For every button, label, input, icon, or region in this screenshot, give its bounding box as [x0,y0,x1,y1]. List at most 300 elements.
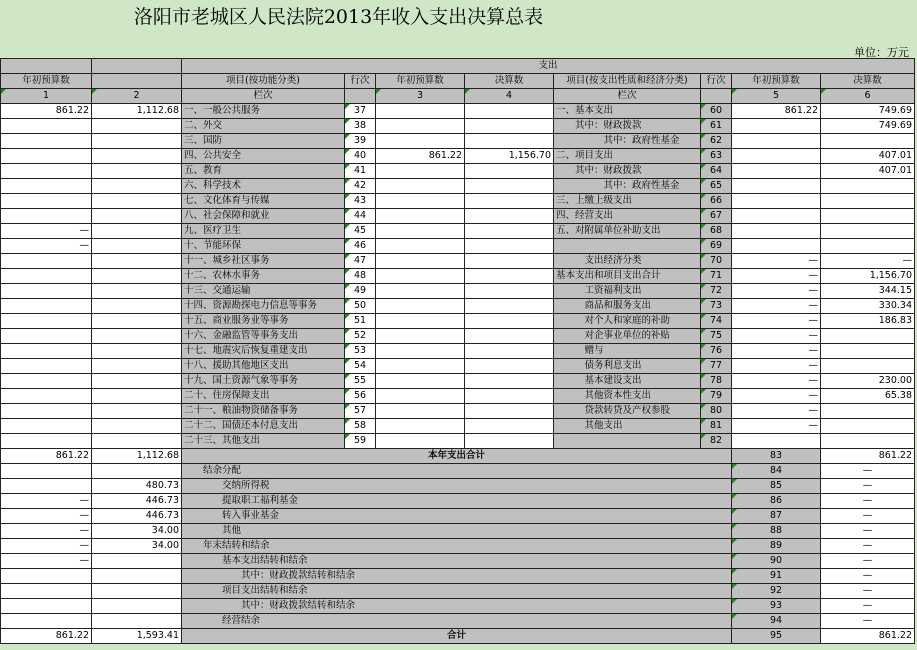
cell-budget-initial [1,314,92,329]
cell-function-item: 二十二、国债还本付息支出 [182,419,345,434]
cell-function-item: 十二、农林水事务 [182,269,345,284]
cell-economic-item: 对个人和家庭的补助 [554,314,701,329]
cell-expense-final [465,419,554,434]
cell-function-item: 十九、国土资源气象等事务 [182,374,345,389]
cell-econ-final: — [821,254,915,269]
cell-budget-final [92,404,182,419]
header-blank [1,59,92,74]
cell-row-number: 49 [345,284,376,299]
cell-econ-initial: — [732,284,821,299]
cell-function-item: 二十一、粮油物资储备事务 [182,404,345,419]
cell-expense-final [465,344,554,359]
cell-row-number2: 88 [732,524,821,539]
cell-budget-final [92,119,182,134]
cell-budget-initial [1,149,92,164]
cell-econ-initial: — [821,569,915,584]
cell-budget-initial: — [1,494,92,509]
cell-row-number: 57 [345,404,376,419]
table-row [1,569,915,584]
header-col-rowno2: 行次 [701,74,732,89]
header-col-a: 年初预算数 [1,74,92,89]
cell-budget-final [92,254,182,269]
table-row [1,554,915,569]
cell-econ-initial: — [821,464,915,479]
cell-economic-item: 五、对附属单位补助支出 [554,224,701,239]
cell-expense-final: 1,156.70 [465,149,554,164]
cell-budget-initial [1,584,92,599]
cell-row-number2: 87 [732,509,821,524]
cell-budget-initial [1,254,92,269]
cell-economic-item: 基本支出和项目支出合计 [554,269,701,284]
cell-econ-final [821,344,915,359]
cell-economic-item: 其中：财政拨款 [554,164,701,179]
cell-econ-initial: — [732,404,821,419]
cell-expense-final [465,299,554,314]
cell-econ-initial: — [821,509,915,524]
cell-row-number2: 62 [701,134,732,149]
cell-econ-initial [732,434,821,449]
table-row [1,284,915,299]
table-row [1,464,915,479]
cell-expense-initial [376,104,465,119]
cell-expense-initial [376,239,465,254]
table-row [1,209,915,224]
cell-econ-final: 749.69 [821,104,915,119]
grand-total-label: 合计 [182,629,732,644]
cell-function-item: 五、教育 [182,164,345,179]
unit-label: 单位：万元 [854,46,909,59]
cell-economic-item: 工资福利支出 [554,284,701,299]
cell-budget-initial [1,374,92,389]
cell-function-item: 一、一般公共服务 [182,104,345,119]
cell-budget-final [92,224,182,239]
total-expense-e: 861.22 [821,449,915,464]
cell-expense-initial [376,119,465,134]
cell-expense-initial [376,374,465,389]
table-row [1,404,915,419]
cell-econ-initial: — [821,539,915,554]
cell-econ-final [821,209,915,224]
cell-row-number2: 61 [701,119,732,134]
table-row [1,314,915,329]
index-c: 3 [376,89,465,104]
cell-settlement-item: 年末结转和结余 [182,539,732,554]
cell-settlement-item: 其他 [182,524,732,539]
cell-econ-final: 749.69 [821,119,915,134]
cell-budget-initial [1,209,92,224]
cell-expense-initial: 861.22 [376,149,465,164]
table-row [1,329,915,344]
cell-expense-initial [376,224,465,239]
cell-expense-final [465,119,554,134]
cell-function-item: 三、国防 [182,134,345,149]
table-row [1,269,915,284]
cell-expense-initial [376,209,465,224]
cell-budget-final: 34.00 [92,539,182,554]
cell-economic-item: 其他支出 [554,419,701,434]
cell-expense-initial [376,179,465,194]
cell-expense-final [465,194,554,209]
cell-economic-item [554,434,701,449]
cell-expense-initial [376,284,465,299]
cell-row-number: 48 [345,269,376,284]
cell-expense-final [465,284,554,299]
cell-economic-item: 支出经济分类 [554,254,701,269]
cell-settlement-item: 提取职工福利基金 [182,494,732,509]
cell-budget-initial [1,344,92,359]
cell-function-item: 七、文化体育与传媒 [182,194,345,209]
cell-expense-final [465,104,554,119]
cell-expense-initial [376,404,465,419]
header-col-item: 项目(按功能分类) [182,74,345,89]
cell-econ-initial: — [732,374,821,389]
cell-expense-final [465,134,554,149]
cell-econ-final: 65.38 [821,389,915,404]
cell-econ-final [821,194,915,209]
cell-econ-initial: — [732,344,821,359]
grand-total-e: 861.22 [821,629,915,644]
table-row [1,599,915,614]
table-row [1,539,915,554]
cell-budget-initial [1,419,92,434]
cell-budget-final: 1,112.68 [92,104,182,119]
cell-econ-final [821,224,915,239]
cell-econ-final [821,239,915,254]
cell-econ-initial [732,164,821,179]
cell-budget-initial [1,599,92,614]
cell-econ-initial: — [821,599,915,614]
cell-function-item: 十七、地震灾后恢复重建支出 [182,344,345,359]
cell-econ-initial: — [821,614,915,629]
cell-row-number2: 85 [732,479,821,494]
header-col-d: 决算数 [465,74,554,89]
cell-econ-initial [732,209,821,224]
cell-econ-final [821,404,915,419]
cell-budget-final [92,599,182,614]
table-row [1,479,915,494]
cell-economic-item: 基本建设支出 [554,374,701,389]
cell-row-number2: 68 [701,224,732,239]
cell-row-number: 47 [345,254,376,269]
cell-row-number2: 93 [732,599,821,614]
cell-budget-final [92,419,182,434]
cell-settlement-item: 其中：财政拨款结转和结余 [182,599,732,614]
cell-budget-final [92,464,182,479]
cell-row-number2: 82 [701,434,732,449]
cell-function-item: 二十、住房保障支出 [182,389,345,404]
cell-budget-final: 446.73 [92,494,182,509]
cell-economic-item: 债务利息支出 [554,359,701,374]
cell-budget-initial: 861.22 [1,104,92,119]
cell-econ-initial [732,179,821,194]
table-row [1,419,915,434]
cell-row-number2: 67 [701,209,732,224]
cell-expense-final [465,314,554,329]
cell-budget-final: 446.73 [92,509,182,524]
cell-function-item: 十八、援助其他地区支出 [182,359,345,374]
cell-budget-initial [1,464,92,479]
cell-budget-final [92,344,182,359]
cell-budget-initial [1,284,92,299]
cell-econ-final: 407.01 [821,164,915,179]
table-row [1,104,915,119]
cell-budget-final [92,314,182,329]
cell-economic-item: 其他资本性支出 [554,389,701,404]
cell-budget-final [92,194,182,209]
header-col-item2: 项目(按支出性质和经济分类) [554,74,701,89]
cell-row-number2: 86 [732,494,821,509]
cell-function-item: 十一、城乡社区事务 [182,254,345,269]
total-expense-label: 本年支出合计 [182,449,732,464]
cell-economic-item: 商品和服务支出 [554,299,701,314]
cell-budget-final [92,164,182,179]
index-a: 1 [1,89,92,104]
index-rowno [345,89,376,104]
cell-economic-item: 三、上缴上级支出 [554,194,701,209]
cell-row-number: 50 [345,299,376,314]
table-row [1,524,915,539]
cell-economic-item: 一、基本支出 [554,104,701,119]
cell-row-number: 52 [345,329,376,344]
cell-budget-initial [1,569,92,584]
cell-budget-initial [1,404,92,419]
cell-econ-initial: — [732,419,821,434]
cell-econ-initial [732,239,821,254]
cell-function-item: 二十三、其他支出 [182,434,345,449]
cell-row-number: 51 [345,314,376,329]
cell-row-number2: 63 [701,149,732,164]
cell-row-number2: 69 [701,239,732,254]
cell-row-number2: 72 [701,284,732,299]
cell-expense-final [465,404,554,419]
header-col-rowno: 行次 [345,74,376,89]
header-col-e: 年初预算数 [732,74,821,89]
table-row [1,164,915,179]
cell-budget-final [92,299,182,314]
cell-econ-initial [732,194,821,209]
page-title: 洛阳市老城区人民法院2013年收入支出决算总表 [133,6,544,28]
cell-row-number2: 78 [701,374,732,389]
cell-econ-initial: 861.22 [732,104,821,119]
cell-expense-initial [376,194,465,209]
cell-budget-final: 480.73 [92,479,182,494]
cell-row-number: 44 [345,209,376,224]
cell-economic-item: 其中：政府性基金 [554,134,701,149]
cell-econ-initial [732,224,821,239]
table-row [1,359,915,374]
cell-econ-final [821,419,915,434]
table-row [1,254,915,269]
total-expense-b: 1,112.68 [92,449,182,464]
cell-row-number: 42 [345,179,376,194]
cell-budget-final [92,434,182,449]
cell-row-number: 40 [345,149,376,164]
grand-total-b: 1,593.41 [92,629,182,644]
cell-econ-final: 330.34 [821,299,915,314]
cell-econ-final: 186.83 [821,314,915,329]
cell-budget-initial: — [1,524,92,539]
cell-row-number2: 66 [701,194,732,209]
cell-econ-final: 230.00 [821,374,915,389]
budget-table [0,58,915,644]
header-col-f: 决算数 [821,74,915,89]
cell-econ-initial: — [821,584,915,599]
cell-expense-initial [376,419,465,434]
cell-settlement-item: 项目支出结转和结余 [182,584,732,599]
cell-settlement-item: 转入事业基金 [182,509,732,524]
cell-function-item: 九、医疗卫生 [182,224,345,239]
cell-budget-final [92,584,182,599]
index-item: 栏次 [182,89,345,104]
cell-row-number2: 89 [732,539,821,554]
cell-row-number: 41 [345,164,376,179]
header-col-c: 年初预算数 [376,74,465,89]
cell-expense-final [465,239,554,254]
cell-budget-final [92,359,182,374]
cell-budget-initial: — [1,239,92,254]
cell-function-item: 二、外交 [182,119,345,134]
table-row [1,389,915,404]
cell-econ-initial: — [732,389,821,404]
cell-expense-initial [376,359,465,374]
cell-budget-initial [1,134,92,149]
cell-settlement-item: 基本支出结转和结余 [182,554,732,569]
cell-expense-initial [376,269,465,284]
cell-econ-initial: — [821,554,915,569]
cell-budget-initial [1,479,92,494]
cell-row-number2: 74 [701,314,732,329]
cell-expense-initial [376,299,465,314]
cell-row-number2: 79 [701,389,732,404]
cell-budget-initial [1,299,92,314]
cell-expense-initial [376,434,465,449]
cell-expense-initial [376,254,465,269]
cell-budget-final: 34.00 [92,524,182,539]
table-row [1,179,915,194]
cell-budget-initial [1,164,92,179]
table-row [1,494,915,509]
cell-expense-final [465,389,554,404]
cell-budget-final [92,554,182,569]
cell-econ-final [821,179,915,194]
cell-econ-final [821,329,915,344]
cell-row-number2: 71 [701,269,732,284]
cell-economic-item: 四、经营支出 [554,209,701,224]
index-b: 2 [92,89,182,104]
cell-expense-final [465,269,554,284]
cell-expense-final [465,374,554,389]
cell-function-item: 四、公共安全 [182,149,345,164]
cell-expense-final [465,329,554,344]
cell-expense-initial [376,314,465,329]
cell-budget-initial [1,614,92,629]
cell-expense-final [465,179,554,194]
cell-econ-initial: — [732,269,821,284]
cell-row-number2: 70 [701,254,732,269]
table-row [1,134,915,149]
index-rowno2 [701,89,732,104]
cell-economic-item: 贷款转贷及产权参股 [554,404,701,419]
cell-budget-final [92,149,182,164]
cell-econ-final: 344.15 [821,284,915,299]
total-expense-a: 861.22 [1,449,92,464]
cell-budget-initial [1,269,92,284]
cell-row-number: 55 [345,374,376,389]
cell-econ-initial: — [732,314,821,329]
cell-row-number: 43 [345,194,376,209]
cell-expense-final [465,209,554,224]
cell-row-number2: 65 [701,179,732,194]
cell-econ-final [821,434,915,449]
table-row [1,614,915,629]
cell-budget-initial [1,119,92,134]
cell-settlement-item: 交纳所得税 [182,479,732,494]
table-row [1,239,915,254]
cell-row-number2: 64 [701,164,732,179]
cell-expense-initial [376,389,465,404]
cell-function-item: 十三、交通运输 [182,284,345,299]
cell-econ-final: 1,156.70 [821,269,915,284]
cell-row-number: 46 [345,239,376,254]
cell-econ-initial: — [821,524,915,539]
cell-row-number2: 94 [732,614,821,629]
table-row [1,299,915,314]
cell-economic-item: 其中：财政拨款 [554,119,701,134]
cell-expense-final [465,434,554,449]
cell-row-number: 56 [345,389,376,404]
cell-budget-initial [1,389,92,404]
header-expense-group: 支出 [182,59,915,74]
index-e: 5 [732,89,821,104]
cell-expense-initial [376,329,465,344]
table-row [1,584,915,599]
cell-budget-final [92,329,182,344]
cell-budget-initial: — [1,539,92,554]
cell-row-number: 37 [345,104,376,119]
cell-economic-item: 其中：政府性基金 [554,179,701,194]
cell-expense-final [465,224,554,239]
cell-row-number2: 77 [701,359,732,374]
cell-row-number2: 92 [732,584,821,599]
cell-settlement-item: 经营结余 [182,614,732,629]
grand-total-a: 861.22 [1,629,92,644]
cell-row-number: 45 [345,224,376,239]
cell-row-number2: 60 [701,104,732,119]
cell-economic-item: 二、项目支出 [554,149,701,164]
cell-econ-final: 407.01 [821,149,915,164]
cell-row-number2: 76 [701,344,732,359]
cell-function-item: 十、节能环保 [182,239,345,254]
cell-budget-initial [1,329,92,344]
index-item2: 栏次 [554,89,701,104]
cell-budget-final [92,209,182,224]
index-d: 4 [465,89,554,104]
cell-budget-initial [1,194,92,209]
cell-row-number2: 75 [701,329,732,344]
cell-economic-item: 赠与 [554,344,701,359]
cell-row-number2: 90 [732,554,821,569]
cell-expense-initial [376,344,465,359]
cell-econ-final [821,134,915,149]
cell-budget-initial [1,179,92,194]
table-row [1,509,915,524]
cell-row-number2: 84 [732,464,821,479]
cell-row-number: 54 [345,359,376,374]
cell-budget-final [92,569,182,584]
cell-row-number2: 80 [701,404,732,419]
table-row [1,224,915,239]
total-expense-rowno: 83 [732,449,821,464]
